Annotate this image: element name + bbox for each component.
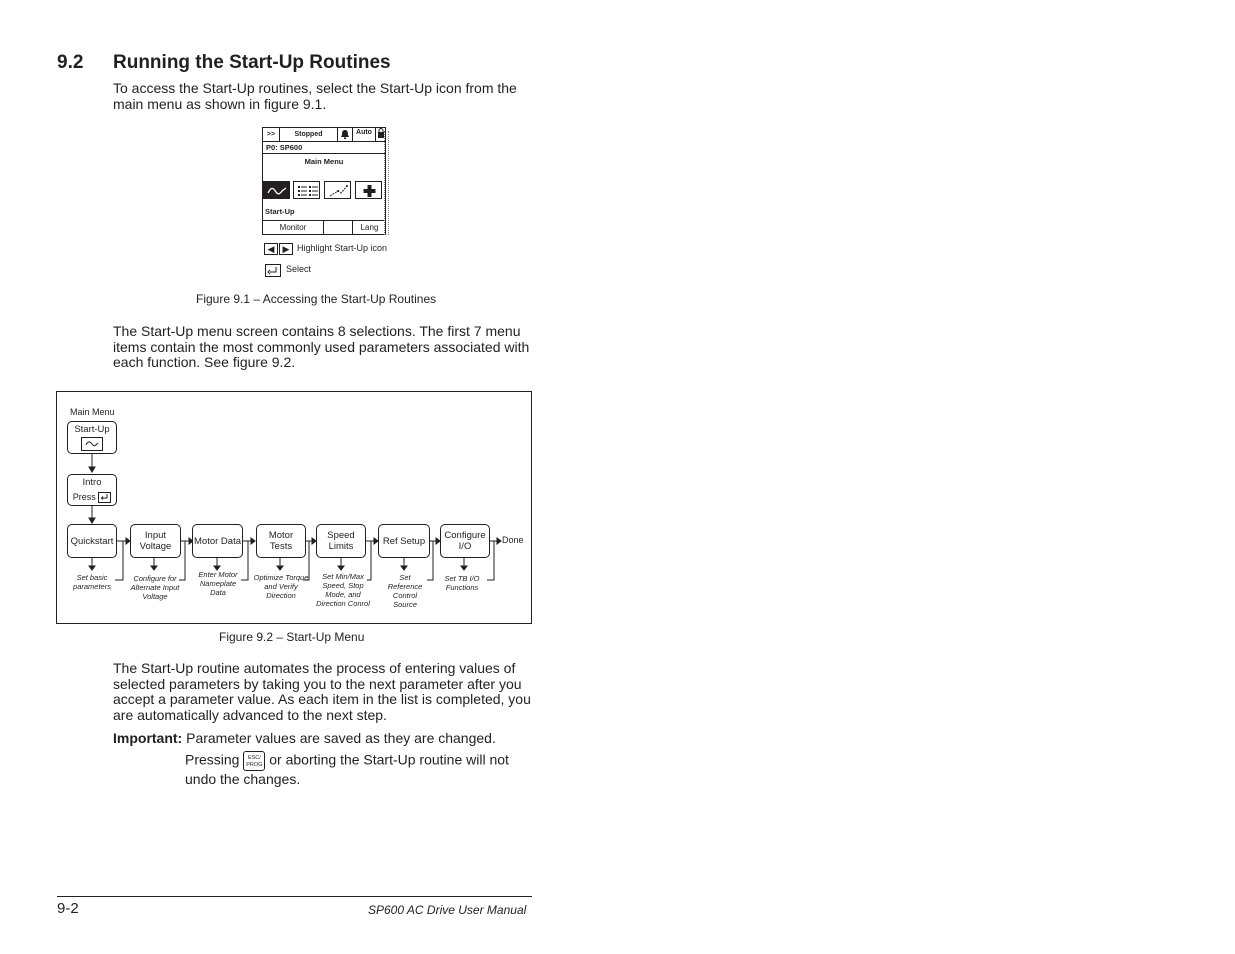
desc-quickstart: Set basic parameters: [73, 573, 111, 591]
display-softkey-bar: [263, 220, 385, 235]
display-status: Stopped: [280, 128, 338, 141]
display-status-bar: [263, 128, 385, 142]
step-configure-io: Configure I/O: [440, 524, 490, 558]
pressing-label: Pressing: [185, 751, 240, 768]
section-number: 9.2: [57, 52, 84, 73]
startup-wave-icon: [81, 437, 103, 451]
intro-press-label: Press: [72, 492, 96, 502]
display-selected-label: Start-Up: [265, 207, 295, 216]
figure-1-caption: Figure 9.1 – Accessing the Start-Up Routines: [196, 292, 437, 306]
startup-wave-icon: [263, 181, 290, 199]
keypad-display: [262, 127, 386, 235]
important-note: [113, 730, 496, 746]
esc-prog-key-icon: [243, 751, 265, 771]
diagnostics-icon: [324, 181, 351, 199]
section-title: Running the Start-Up Routines: [113, 52, 391, 73]
right-arrow-key-icon: ▶: [279, 243, 293, 255]
startup-box-label: Start-Up: [74, 424, 110, 435]
display-icon-row: [263, 181, 385, 199]
bell-icon: [338, 128, 353, 141]
instruction-select: Select: [286, 264, 312, 274]
intro-box-press: [68, 492, 116, 503]
display-arrows: >>: [263, 128, 280, 141]
enter-key-icon: [98, 492, 111, 503]
intro-box: [67, 474, 117, 506]
desc-motor-data: Enter Motor Nameplate Data: [198, 570, 238, 597]
pressing-rest: or aborting the Start-Up routine will not undo the changes.: [185, 751, 509, 787]
step-input-voltage: Input Voltage: [130, 524, 181, 558]
page-number: 9-2: [57, 900, 79, 917]
figure-2-caption: Figure 9.2 – Start-Up Menu: [219, 630, 365, 644]
startup-menu-diagram: [56, 391, 532, 624]
menu-paragraph: The Start-Up menu screen contains 8 selections. The first 7 menu items contain the most commonly used parameters associated with each function. See figure 9.2.: [113, 323, 530, 371]
display-menu-title: Main Menu: [304, 157, 344, 166]
routine-paragraph: The Start-Up routine automates the process of entering values of selected parameters by taking you to the next parameter after you accept a parameter value. As each item in the list is completed, you are automatically advanced to the next step.: [113, 660, 531, 723]
softkey-monitor: Monitor: [263, 221, 324, 235]
step-motor-tests: Motor Tests: [256, 524, 306, 558]
parameter-list-icon: [293, 181, 320, 199]
intro-paragraph: To access the Start-Up routines, select the Start-Up icon from the main menu as shown in figure 9.1.: [113, 80, 517, 112]
startup-box: [67, 421, 117, 454]
display-parameter-line: P0: SP600: [263, 142, 385, 154]
left-arrow-key-icon: ◀: [264, 243, 278, 255]
manual-title: SP600 AC Drive User Manual: [368, 903, 527, 917]
display-mode: Auto: [353, 128, 376, 141]
softkey-lang: Lang: [352, 221, 386, 235]
important-label: Important:: [113, 730, 183, 746]
intro-box-title: Intro: [82, 477, 102, 488]
diagram-main-menu-label: Main Menu: [70, 407, 115, 417]
esc-key-bottom: PROG: [246, 761, 263, 768]
diagram-done-label: Done: [502, 535, 524, 545]
desc-ref-setup: Set Reference Control Source: [387, 573, 423, 609]
step-speed-limits: Speed Limits: [316, 524, 366, 558]
enter-key-icon: [265, 264, 281, 277]
desc-configure-io: Set TB I/O Functions: [444, 574, 480, 592]
esc-key-top: ESC/: [247, 755, 261, 761]
step-ref-setup: Ref Setup: [378, 524, 430, 558]
instruction-highlight: Highlight Start-Up icon: [297, 243, 388, 253]
important-text: Parameter values are saved as they are changed.: [186, 730, 496, 746]
desc-speed-limits: Set Min/Max Speed, Stop Mode, and Direction Conrol: [316, 572, 370, 608]
step-motor-data: Motor Data: [192, 524, 243, 558]
desc-input-voltage: Configure for Alternate Input Voltage: [130, 574, 180, 601]
footer-rule: [57, 896, 532, 897]
desc-motor-tests: Optimize Torque and Verify Direction: [253, 573, 309, 600]
display-scroll-edge: [384, 131, 389, 235]
step-quickstart: Quickstart: [67, 524, 117, 558]
plus-icon: [355, 181, 382, 199]
pressing-note: [185, 751, 530, 788]
